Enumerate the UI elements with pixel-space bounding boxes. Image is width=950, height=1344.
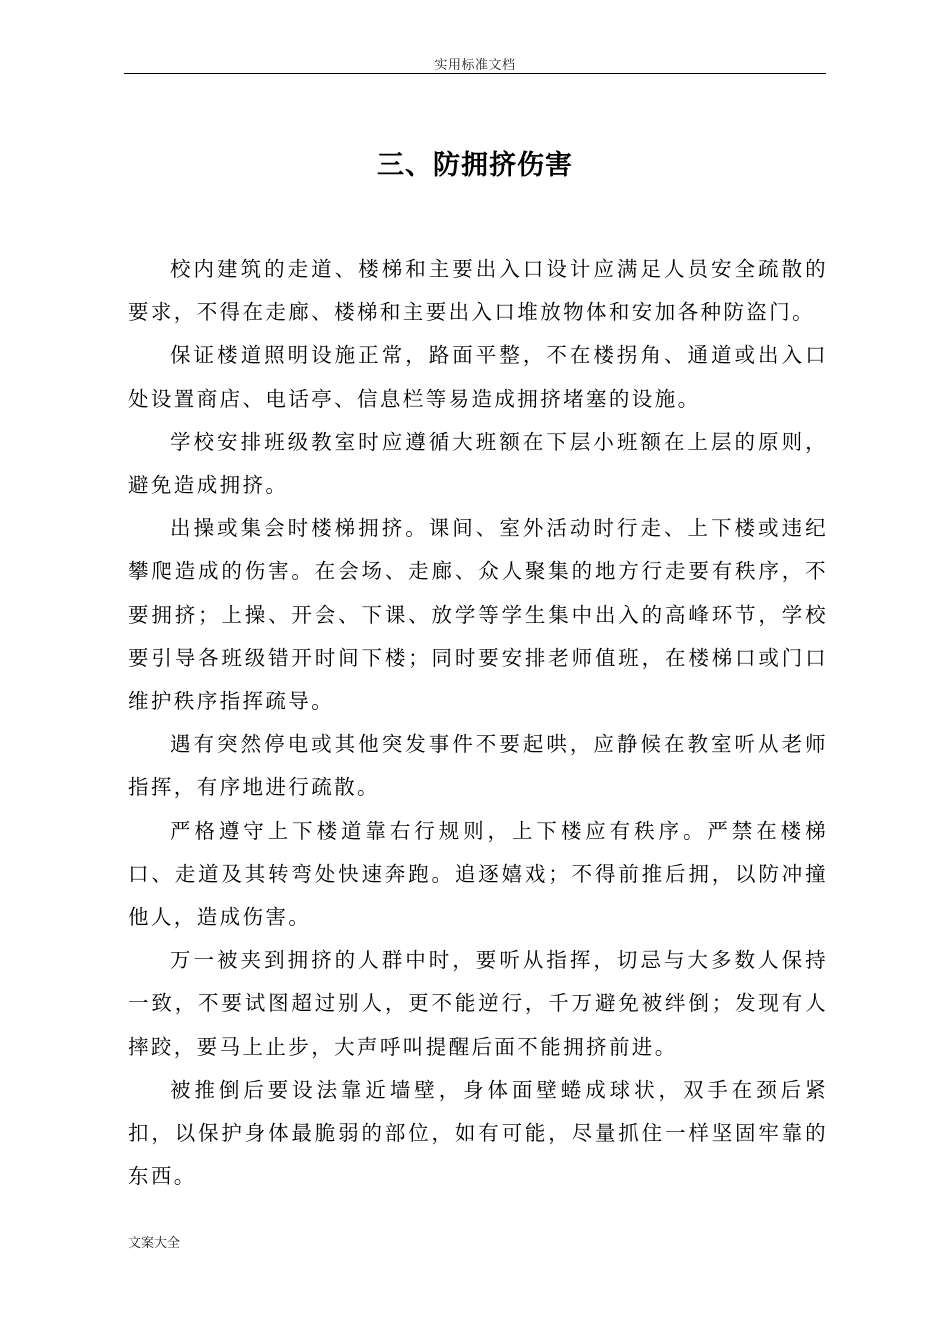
document-title: 三、防拥挤伤害: [377, 150, 573, 181]
paragraph: 保证楼道照明设施正常，路面平整，不在楼拐角、通道或出入口处设置商店、电话亭、信息栏等易造成拥挤堵塞的设施。: [128, 343, 828, 411]
page-footer: 文案大全: [128, 1236, 181, 1251]
page-header: [124, 54, 826, 74]
paragraph: 遇有突然停电或其他突发事件不要起哄，应静候在教室听从老师指挥，有序地进行疏散。: [128, 732, 828, 800]
document-body: [128, 248, 828, 1198]
paragraph: 校内建筑的走道、楼梯和主要出入口设计应满足人员安全疏散的要求，不得在走廊、楼梯和主要出入口堆放物体和安加各种防盗门。: [128, 257, 828, 325]
page-header-text: 实用标准文档: [434, 58, 516, 73]
paragraph: 严格遵守上下楼道靠右行规则，上下楼应有秩序。严禁在楼梯口、走道及其转弯处快速奔跑。追逐嬉戏；不得前推后拥，以防冲撞他人，造成伤害。: [128, 818, 828, 930]
paragraph: 被推倒后要设法靠近墙壁，身体面壁蜷成球状，双手在颈后紧扣，以保护身体最脆弱的部位，如有可能，尽量抓住一样坚固牢靠的东西。: [128, 1077, 828, 1189]
paragraph: 出操或集会时楼梯拥挤。课间、室外活动时行走、上下楼或违纪攀爬造成的伤害。在会场、走廊、众人聚集的地方行走要有秩序，不要拥挤；上操、开会、下课、放学等学生集中出入的高峰环节，学校要引导各班级错开时间下楼；同时要安排老师值班，在楼梯口或门口维护秩序指挥疏导。: [128, 516, 828, 714]
paragraph: 万一被夹到拥挤的人群中时，要听从指挥，切忌与大多数人保持一致，不要试图超过别人，更不能逆行，千万避免被绊倒；发现有人摔跤，要马上止步，大声呼叫提醒后面不能拥挤前进。: [128, 948, 828, 1059]
paragraph: 学校安排班级教室时应遵循大班额在下层小班额在上层的原则，避免造成拥挤。: [128, 429, 828, 498]
